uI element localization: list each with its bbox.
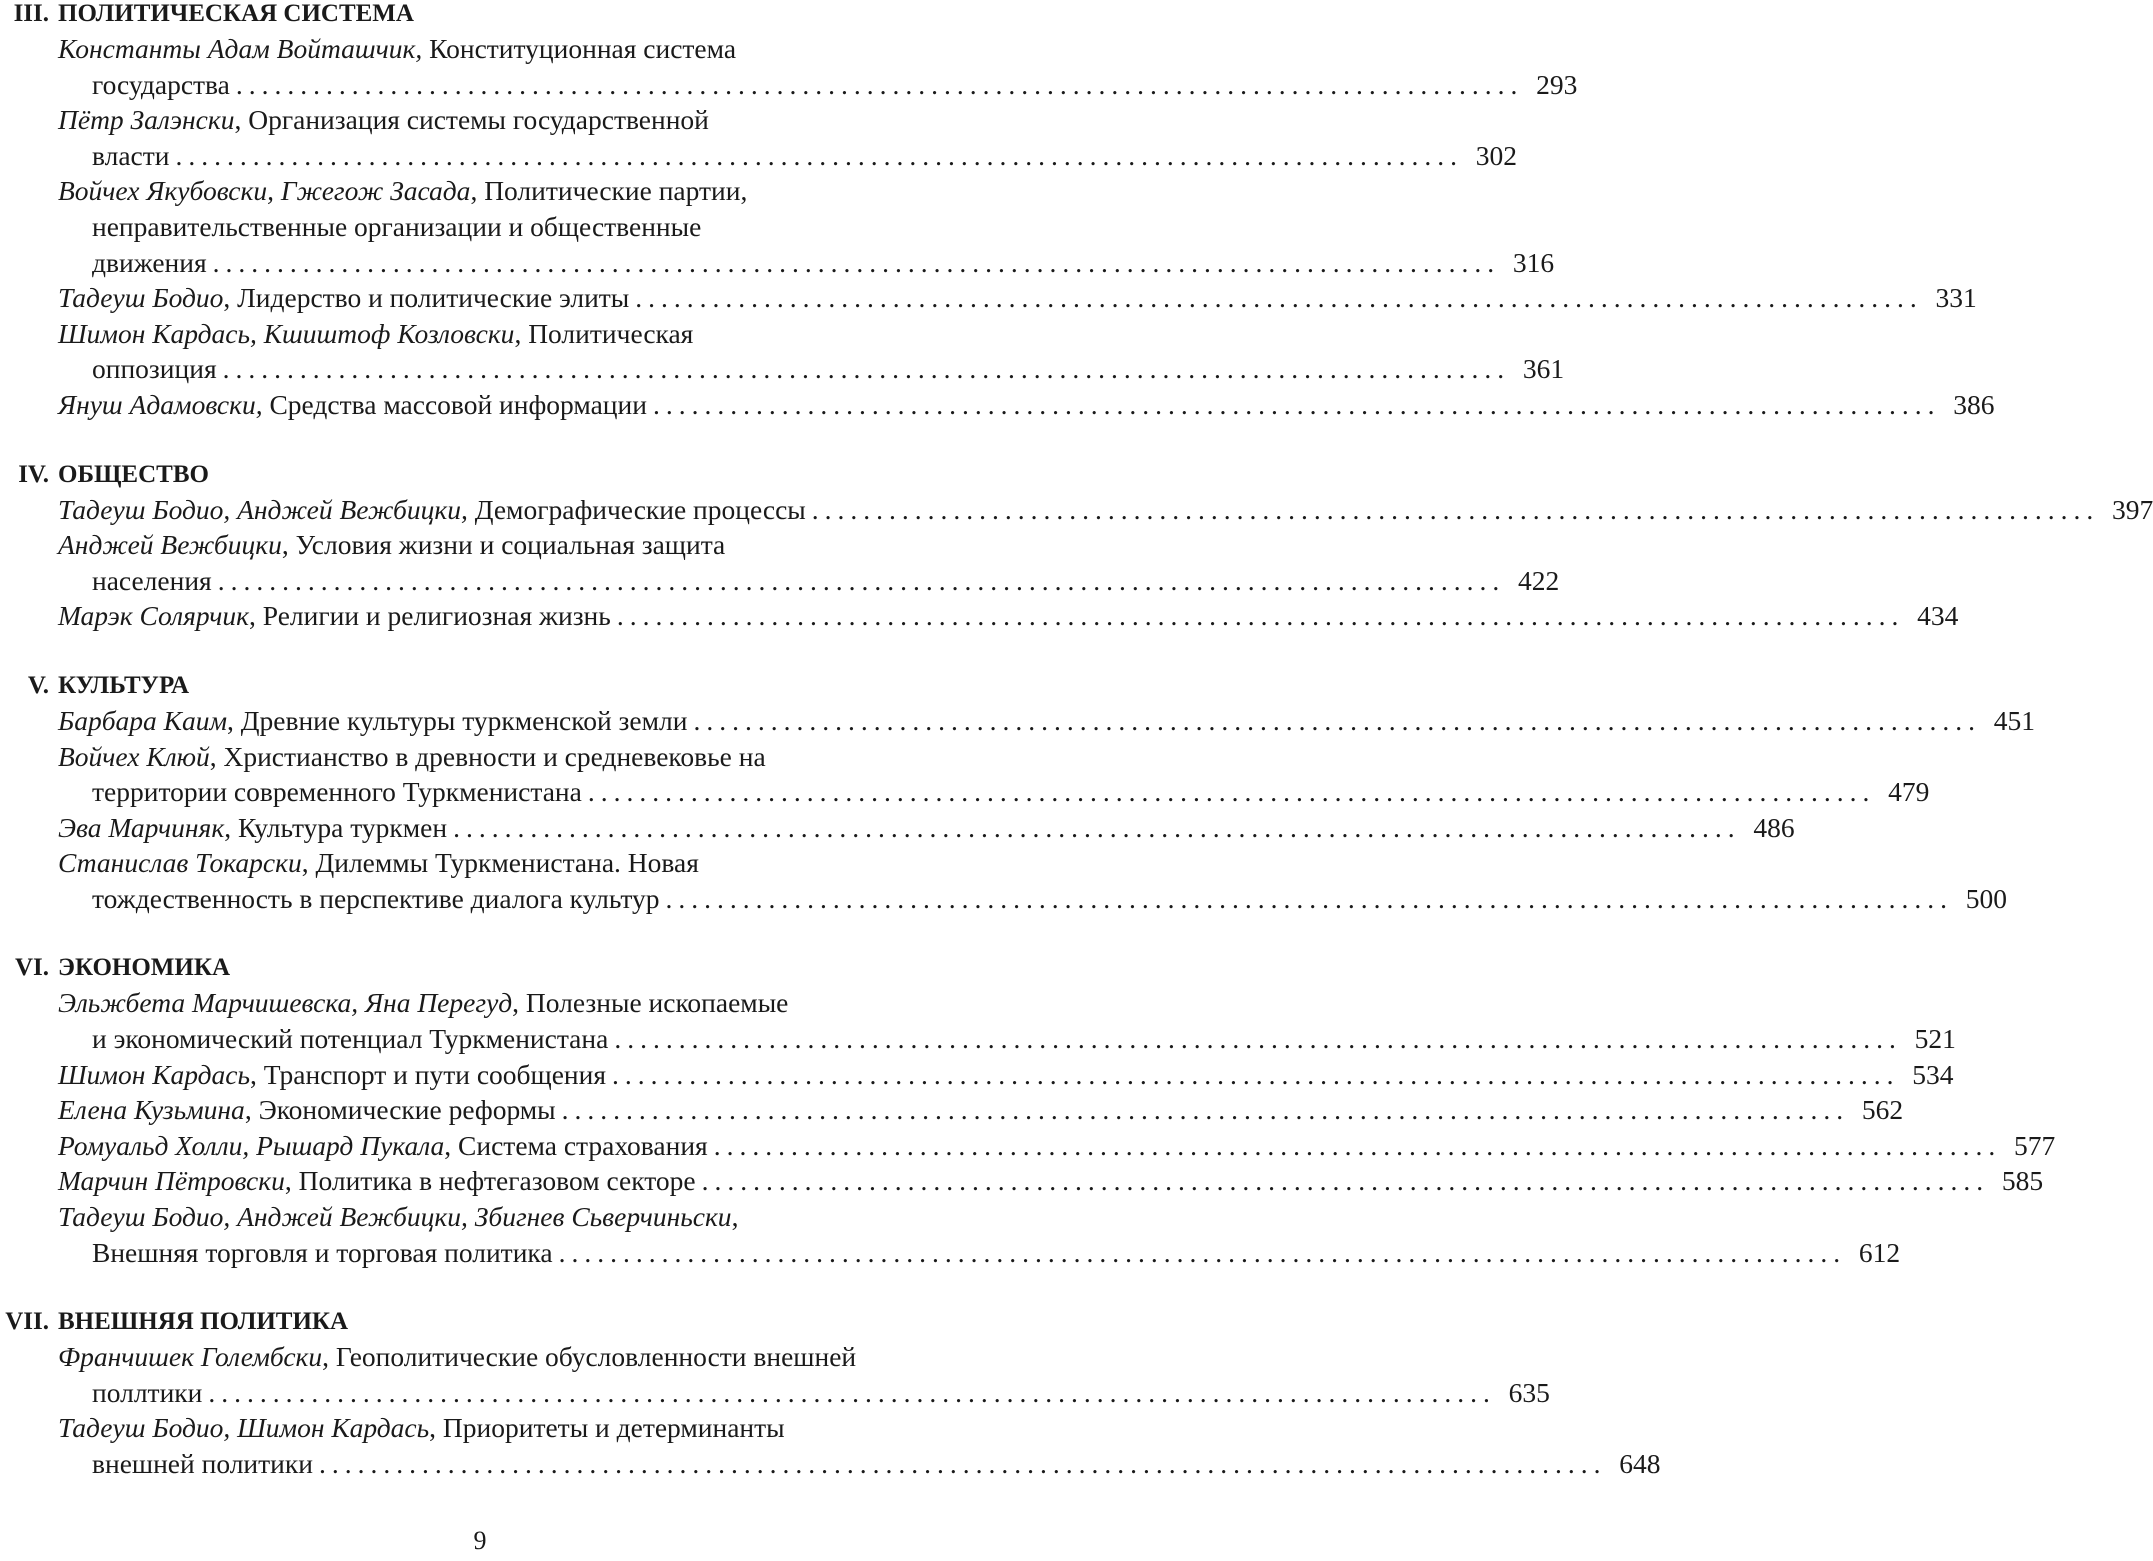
entry-title-continued: государства <box>92 68 230 100</box>
entry-page-number: 648 <box>1619 1448 1661 1479</box>
toc-entry[interactable] <box>58 739 1930 810</box>
entry-title-continued: Внешняя торговля и торговая политика <box>92 1236 553 1268</box>
entry-page-number: 397 <box>2112 493 2153 525</box>
toc-entry[interactable] <box>58 845 2008 916</box>
section-number: IV. <box>18 460 49 488</box>
entry-author: Анджей Вежбицки <box>58 529 282 561</box>
entry-page-number: 361 <box>1522 353 1565 385</box>
entry-page-number: 451 <box>1993 704 2035 736</box>
dot-leader: .................................................................................................... <box>701 1165 1990 1197</box>
entry-title: , Система страхования <box>444 1129 708 1161</box>
toc-entry[interactable] <box>58 102 1517 173</box>
entry-page-number: 434 <box>1917 600 1959 632</box>
entry-title-continued: и экономический потенциал Туркменистана <box>92 1023 609 1055</box>
toc-entry[interactable] <box>58 316 1565 387</box>
section-number: V. <box>27 671 49 699</box>
dot-leader: .................................................................................................... <box>208 1376 1496 1408</box>
entry-author: Константы Адам Войташчик, <box>58 33 423 64</box>
toc-entry[interactable] <box>58 1199 1901 1270</box>
entry-page-number: 577 <box>2013 1129 2056 1161</box>
entry-page-number: 331 <box>1935 282 1977 314</box>
toc-section-6 <box>0 951 2056 1270</box>
entry-author: Эва Марчиняк <box>58 811 225 843</box>
toc-entry[interactable] <box>58 985 1956 1056</box>
entry-author: Эльжбета Марчишевска, Яна Перегуд <box>58 987 513 1019</box>
section-title: ОБЩЕСТВО <box>58 460 209 488</box>
entry-author: Барбара Каим <box>58 704 227 736</box>
entry-title-continued: неправительственные организации и общественные <box>92 210 702 242</box>
entry-title: , Культура туркмен <box>224 811 448 843</box>
entry-page-number: 486 <box>1753 811 1795 843</box>
entry-author: Тадеуш Бодио, Анджей Вежбицки, Збигнев Сьверчиньски <box>58 1201 732 1233</box>
entry-title: , Политика в нефтегазовом секторе <box>284 1165 696 1197</box>
entry-title-continued: оппозиция <box>92 353 217 385</box>
dot-leader: .................................................................................................... <box>665 882 1954 914</box>
entry-page-number: 500 <box>1965 882 2008 914</box>
section-number: III. <box>13 0 49 27</box>
entry-page-number: 386 <box>1953 388 1995 420</box>
section-title: ВНЕШНЯЯ ПОЛИТИКА <box>58 1308 349 1336</box>
entry-author: Шимон Кардась <box>58 1058 251 1090</box>
toc-entry[interactable] <box>58 280 1977 316</box>
toc-section-3 <box>0 0 1995 423</box>
section-title: ПОЛИТИЧЕСКАЯ СИСТЕМА <box>58 0 414 27</box>
entry-page-number: 585 <box>2001 1165 2044 1197</box>
entry-title-continued: власти <box>92 139 170 171</box>
toc-section-7 <box>0 1305 1661 1481</box>
entry-author: Тадеуш Бодио, Шимон Кардась <box>58 1412 430 1444</box>
toc-entry[interactable] <box>58 1128 2056 1164</box>
dot-leader: .................................................................................................... <box>558 1236 1847 1268</box>
dot-leader: .................................................................................................... <box>561 1094 1850 1126</box>
entry-page-number: 612 <box>1858 1236 1901 1268</box>
entry-page-number: 635 <box>1508 1376 1550 1408</box>
entry-title: , Христианство в древности и средневековье на <box>209 740 766 772</box>
dot-leader: .................................................................................................... <box>453 811 1741 843</box>
entry-author: Шимон Кардась, Кшиштоф Козловски <box>58 317 515 349</box>
toc-entry[interactable] <box>58 31 1578 102</box>
entry-page-number: 562 <box>1861 1094 1904 1126</box>
entry-page-number: 422 <box>1517 564 1560 596</box>
section-number: VI. <box>14 954 49 982</box>
toc-entry[interactable] <box>58 703 2035 739</box>
entry-author: Станислав Токарски <box>58 847 302 879</box>
entry-title-continued: территории современного Туркменистана <box>92 776 582 808</box>
entry-title: Средства массовой информации <box>262 388 647 420</box>
dot-leader: .................................................................................................... <box>175 139 1463 171</box>
dot-leader: .................................................................................................... <box>318 1448 1607 1479</box>
entry-title: Конституционная система <box>422 33 737 64</box>
entry-title: , Геополитические обусловленности внешней <box>322 1341 857 1373</box>
toc-entry[interactable] <box>58 1092 1904 1128</box>
dot-leader: .................................................................................................... <box>635 282 1923 314</box>
entry-title: , Условия жизни и социальная защита <box>281 529 726 561</box>
entry-page-number: 534 <box>1912 1058 1954 1090</box>
dot-leader: .................................................................................................... <box>652 388 1941 420</box>
section-heading <box>0 458 960 492</box>
toc-entry[interactable] <box>58 598 1959 634</box>
entry-title: , Полезные ископаемые <box>512 987 789 1019</box>
entry-title: , Политическая <box>514 317 694 349</box>
toc-entry[interactable] <box>58 492 2153 528</box>
entry-title: , Транспорт и пути сообщения <box>250 1058 606 1090</box>
dot-leader: .................................................................................................... <box>616 600 1905 632</box>
entry-author: Тадеуш Бодио, Анджей Вежбицки, <box>58 493 468 525</box>
toc-section-5 <box>0 669 2035 917</box>
entry-title-continued: движения <box>92 246 207 278</box>
entry-title: , Экономические реформы <box>244 1094 556 1126</box>
entry-title-continued: поллтики <box>92 1376 203 1408</box>
section-number: VII. <box>5 1308 49 1336</box>
entry-title: , <box>731 1201 739 1233</box>
entry-title: , Дилеммы Туркменистана. Новая <box>301 847 699 879</box>
toc-entry[interactable] <box>58 1410 1661 1481</box>
entry-title-continued: населения <box>92 564 212 596</box>
dot-leader: .................................................................................................... <box>713 1129 2002 1161</box>
dot-leader: .................................................................................................... <box>587 776 1876 808</box>
toc-entry[interactable] <box>58 1163 2044 1199</box>
toc-entry[interactable] <box>58 1339 1550 1410</box>
entry-title: , Политические партии, <box>470 175 748 207</box>
entry-title: , Лидерство и политические элиты <box>223 282 630 314</box>
dot-leader: .................................................................................................... <box>693 704 1981 736</box>
entry-author: Марэк Солярчик <box>58 600 250 632</box>
entry-page-number: 521 <box>1914 1023 1956 1055</box>
section-heading <box>0 1305 960 1339</box>
section-title: КУЛЬТУРА <box>58 671 190 699</box>
toc-entry[interactable] <box>58 810 1795 846</box>
entry-author: Войчех Клюй <box>58 740 210 772</box>
section-heading <box>0 951 960 985</box>
toc-entry[interactable] <box>58 387 1995 423</box>
entry-author: Ромуальд Холли, Рышард Пукала <box>58 1129 445 1161</box>
toc-entry[interactable] <box>58 527 1560 598</box>
dot-leader: .................................................................................................... <box>614 1023 1902 1055</box>
dot-leader: .................................................................................................... <box>217 564 1506 596</box>
section-heading <box>0 669 960 703</box>
toc-entry[interactable] <box>58 173 1555 280</box>
entry-page-number: 293 <box>1536 68 1578 100</box>
entry-title-continued: внешней политики <box>92 1448 313 1479</box>
entry-author: Франчишек Голембски <box>58 1341 323 1373</box>
entry-author: Януш Адамовски, <box>58 388 263 420</box>
entry-title-continued: тождественность в перспективе диалога культур <box>92 882 660 914</box>
section-heading <box>0 0 960 31</box>
dot-leader: .................................................................................................... <box>212 246 1501 278</box>
entry-title: , Религии и религиозная жизнь <box>249 600 611 632</box>
dot-leader: .................................................................................................... <box>222 353 1511 385</box>
section-title: ЭКОНОМИКА <box>58 954 231 982</box>
entry-author: Марчин Пётровски <box>58 1165 285 1197</box>
dot-leader: .................................................................................................... <box>811 493 2100 525</box>
entry-author: Елена Кузьмина <box>58 1094 245 1126</box>
dot-leader: .................................................................................................... <box>612 1058 1900 1090</box>
entry-title: Демографические процессы <box>467 493 806 525</box>
entry-title: , Приоритеты и детерминанты <box>429 1412 785 1444</box>
entry-page-number: 302 <box>1475 139 1517 171</box>
entry-author: Тадеуш Бодио <box>58 282 224 314</box>
toc-section-4 <box>0 458 2153 634</box>
entry-title: , Организация системы государственной <box>234 104 709 136</box>
entry-page-number: 479 <box>1888 776 1930 808</box>
entry-page-number: 316 <box>1512 246 1555 278</box>
entry-author: Пётр Залэнски <box>58 104 235 136</box>
dot-leader: .................................................................................................... <box>235 68 1524 100</box>
entry-title: , Древние культуры туркменской земли <box>227 704 688 736</box>
page-number: 9 <box>473 1526 487 1555</box>
entry-author: Войчех Якубовски, Гжегож Засада <box>58 175 471 207</box>
toc-entry[interactable] <box>58 1057 1954 1093</box>
